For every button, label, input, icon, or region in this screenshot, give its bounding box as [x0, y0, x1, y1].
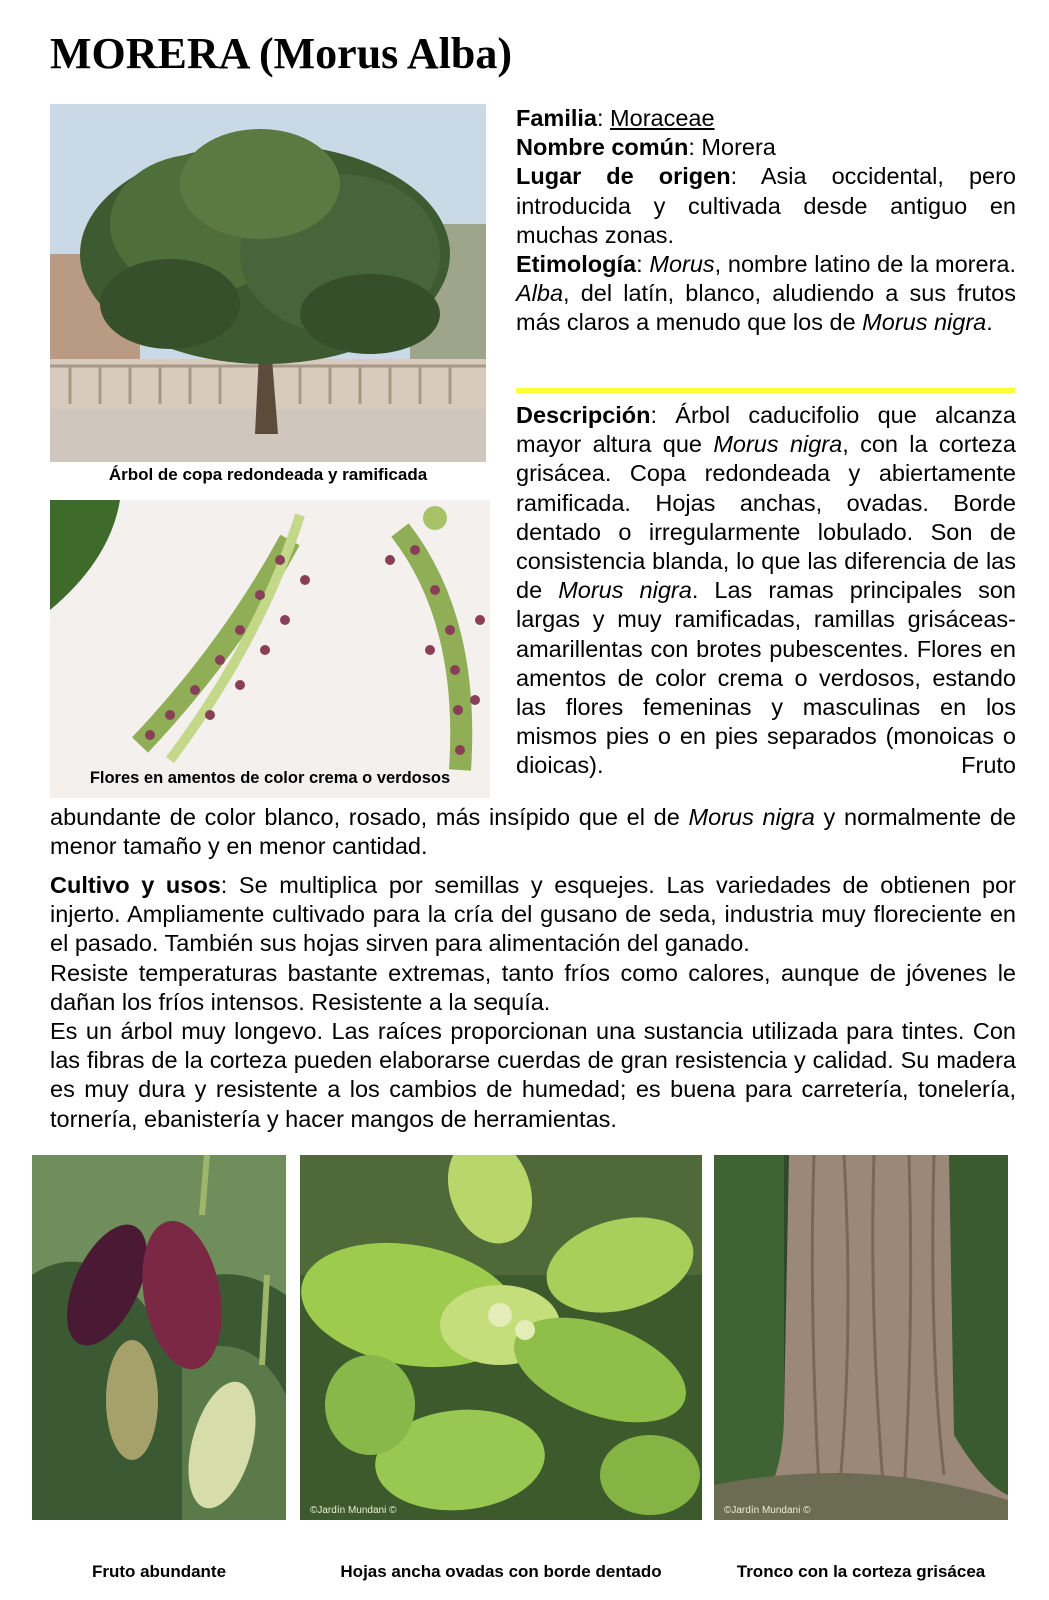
etim-6: . — [986, 309, 993, 336]
etim-3: Alba — [516, 280, 564, 307]
descripcion-block: Descripción: Árbol caducifolio que alcanza mayor altura que Morus nigra, con la corteza grisácea. Copa redondeada y abiertamente ramificada. Hojas anchas, ovadas. Borde dentado o irregularmente lobulado. Son de consistencia blanda, lo que las diferencia de las de Morus nigra. Las ramas principales son largas y muy ramificadas, ramillas grisáceas-amarillentas con brotes pubescentes. Flores en amentos de color crema o verdosos, estando las flores femeninas y masculinas en los mismos pies o en pies separados (monoicas o dioicas). Fruto — [516, 402, 1016, 779]
etim-2: , nombre latino de la morera. — [714, 251, 1016, 278]
origen-label: Lugar de origen — [516, 163, 731, 190]
desc-5: . Las ramas principales son largas y muy ramificadas, ramillas grisáceas-amarillentas con brotes pubescentes. Flores en amentos de color crema o verdosos, estando las flores femeninas y masculinas en los mismos pies o en pies separados (monoicas o dioicas). Fruto — [516, 577, 1016, 779]
flowers-photo — [50, 500, 490, 798]
cultivo-p2: Resiste temperaturas bastante extremas, tanto fríos como calores, aunque de jóvenes le dañan los fríos intensos. Resistente a la sequía. — [50, 959, 1016, 1015]
leaves-watermark: ©Jardín Mundani © — [310, 1505, 397, 1516]
desc-1: Árbol caducifolio que alcanza mayor altura que — [516, 402, 1016, 458]
desc-4: Morus nigra — [558, 577, 692, 604]
trunk-watermark: ©Jardín Mundani © — [724, 1505, 811, 1516]
cultivo-p3: Es un árbol muy longevo. Las raíces proporcionan una sustancia utilizada para tintes. Con las fibras de la corteza pueden elaborarse cuerdas de gran resistencia y calidad. Su madera es muy dura y resistente a los cambios de humedad; es buena para carretería, tonelería, tornería, ebanistería y hacer mangos de herramientas. — [50, 1018, 1016, 1132]
cultivo-label: Cultivo y usos — [50, 872, 221, 898]
trunk-photo — [714, 1155, 1008, 1520]
trunk-caption: Tronco con la corteza grisácea — [736, 1562, 986, 1581]
etim-1: Morus — [649, 251, 715, 278]
familia-value: Moraceae — [610, 105, 715, 131]
nombre-label: Nombre común — [516, 134, 689, 161]
tree-caption: Árbol de copa redondeada y ramificada — [108, 465, 428, 484]
leaves-photo — [300, 1155, 702, 1520]
descripcion-label: Descripción — [516, 402, 651, 428]
tree-photo — [50, 104, 486, 462]
yellow-divider — [516, 388, 1015, 393]
etim-5: Morus nigra — [862, 309, 987, 336]
fruit-caption: Fruto abundante — [91, 1562, 227, 1581]
fruit-photo — [32, 1155, 286, 1520]
nombre-value: Morera — [701, 134, 776, 161]
page-title: MORERA (Morus Alba) — [50, 29, 512, 78]
desc-2: Morus nigra — [713, 431, 843, 458]
cont-1: abundante de color blanco, rosado, más insípido que el de — [50, 804, 689, 830]
descripcion-continuation — [50, 803, 1016, 861]
desc-3: , con la corteza grisácea. Copa redondeada y abiertamente ramificada. Hojas anchas, ovadas. Borde dentado o irregularmente lobulado. Son de consistencia blanda, lo que las diferencia de las de — [516, 431, 1016, 604]
leaves-caption: Hojas ancha ovadas con borde dentado — [340, 1562, 662, 1581]
cont-3: y normalmente de menor tamaño y en menor cantidad. — [50, 804, 1016, 860]
flowers-caption: Flores en amentos de color crema o verdosos — [89, 769, 451, 787]
cultivo-section — [50, 871, 1016, 1134]
cont-2: Morus nigra — [688, 804, 815, 830]
etim-4: , del latín, blanco, aludiendo a sus frutos más claros a menudo que los de — [516, 280, 1016, 336]
familia-label: Familia — [516, 105, 597, 131]
etimologia-label: Etimología — [516, 251, 637, 278]
info-block: Familia: Moraceae Nombre común: Morera Lugar de origen: Asia occidental, pero introducida y cultivada desde antiguo en muchas zonas. Etimología: Morus, nombre latino de la morera. Alba, del latín, blanco, aludiendo a sus frutos más claros a menudo que los de Morus nigra. — [516, 105, 1016, 336]
origen-value: Asia occidental, pero introducida y cultivada desde antiguo en muchas zonas. — [516, 163, 1016, 248]
cultivo-text-1: Se multiplica por semillas y esquejes. Las variedades de obtienen por injerto. Ampliamente cultivado para la cría del gusano de seda, industria muy floreciente en el pasado. También sus hojas sirven para alimentación del ganado. — [50, 872, 1016, 957]
cultivo-p1: Cultivo y usos: Se multiplica por semillas y esquejes. Las variedades de obtienen por injerto. Ampliamente cultivado para la cría del gusano de seda, industria muy floreciente en el pasado. También sus hojas sirven para alimentación del ganado. — [50, 872, 1016, 957]
